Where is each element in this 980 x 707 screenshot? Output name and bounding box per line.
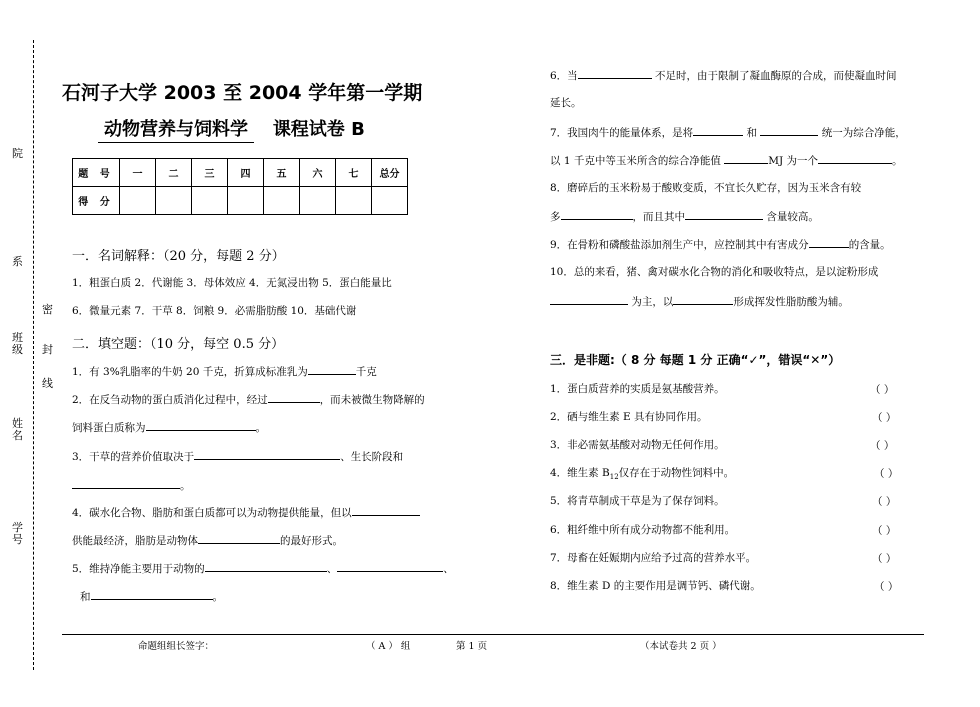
answer-blank[interactable] <box>760 125 818 136</box>
tf-answer-box[interactable]: （ ） <box>872 412 897 424</box>
score-header-cell: 三 <box>192 159 228 187</box>
section3-heading: 三．是非题:（ 8 分 每题 1 分 正确“✓”，错误“✕”） <box>550 353 841 367</box>
footer-group: （ A ） 组 <box>366 641 411 652</box>
tf-item: 8．维生素 D 的主要作用是调节钙、磷代谢。 <box>550 580 761 592</box>
binding-dashed-line <box>33 40 34 670</box>
score-cell[interactable] <box>336 187 372 215</box>
answer-blank[interactable] <box>685 209 763 220</box>
fill-q5-line1: 5．维持净能主要用于动物的 、 、 <box>72 563 454 575</box>
fill-q2-line1: 2．在反刍动物的蛋白质消化过程中，经过 ，而未被微生物降解的 <box>72 394 425 406</box>
fill-q4-line1: 4．碳水化合物、脂肪和蛋白质都可以为动物提供能量，但以 <box>72 505 420 520</box>
tf-item: 7．母畜在妊娠期内应给予过高的营养水平。 <box>550 552 757 564</box>
answer-blank[interactable] <box>268 392 320 403</box>
tf-answer-box[interactable]: （ ） <box>874 468 899 480</box>
answer-blank[interactable] <box>809 237 849 248</box>
fill-q10-line1: 10．总的来看，猪、禽对碳水化合物的消化和吸收特点，是以淀粉形成 <box>550 266 879 278</box>
class-label: 班级 <box>12 331 23 356</box>
answer-blank[interactable] <box>72 478 180 489</box>
answer-blank[interactable] <box>724 153 768 164</box>
seal-char-1: 密 <box>42 303 53 316</box>
tf-answer-box[interactable]: （ ） <box>870 384 895 396</box>
section1-heading: 一．名词解释：（20 分，每题 2 分） <box>72 249 285 264</box>
tf-answer-box[interactable]: （ ） <box>872 525 897 537</box>
course-name: 动物营养与饲料学 <box>98 115 254 143</box>
name-label: 姓名 <box>12 417 23 442</box>
score-header-cell: 一 <box>120 159 156 187</box>
fill-q2-line2: 饲料蛋白质称为 。 <box>72 422 266 434</box>
fill-q6-line1: 6．当 不足时，由于限制了凝血酶原的合成，而使凝血时间 <box>550 70 897 82</box>
fill-q8-line1: 8．磨碎后的玉米粉易于酸败变质，不宜长久贮存，因为玉米含有较 <box>550 182 862 194</box>
score-row-label: 得 分 <box>73 187 120 215</box>
score-header-cell: 题 号 <box>73 159 120 187</box>
footer-total: （本试卷共 2 页 ） <box>640 641 722 652</box>
fill-q10-line2: 为主，以 形成挥发性脂肪酸为辅。 <box>550 294 849 309</box>
score-table-score-row <box>73 187 408 215</box>
fill-q7-line2: 以 1 千克中等玉米所含的综合净能值 MJ 为一个 。 <box>550 155 903 167</box>
tf-answer-box[interactable]: （ ） <box>874 581 899 593</box>
tf-item: 3．非必需氨基酸对动物无任何作用。 <box>550 439 725 451</box>
tf-item: 2．硒与维生素 E 具有协同作用。 <box>550 411 708 423</box>
department-label: 系 <box>12 255 23 268</box>
fill-q6-line2: 延长。 <box>550 97 582 109</box>
tf-item: 1．蛋白质营养的实质是氨基酸营养。 <box>550 383 725 395</box>
section1-line1: 1．粗蛋白质 2．代谢能 3．母体效应 4．无氮浸出物 5．蛋白能量比 <box>72 277 392 289</box>
answer-blank[interactable] <box>146 420 256 431</box>
score-header-cell: 七 <box>336 159 372 187</box>
score-cell[interactable] <box>372 187 408 215</box>
student-id-label: 学号 <box>12 521 23 546</box>
section1-line2: 6．微量元素 7．干草 8．饲粮 9．必需脂肪酸 10．基础代谢 <box>72 305 357 317</box>
seal-char-2: 封 <box>42 343 53 356</box>
score-cell[interactable] <box>300 187 336 215</box>
fill-q3-line2: 。 <box>72 478 191 493</box>
answer-blank[interactable] <box>673 294 733 305</box>
score-cell[interactable] <box>228 187 264 215</box>
answer-blank[interactable] <box>352 505 420 516</box>
score-cell[interactable] <box>264 187 300 215</box>
tf-item: 6．粗纤维中所有成分动物都不能利用。 <box>550 524 736 536</box>
exam-title: 石河子大学 2003 至 2004 学年第一学期 <box>62 82 423 104</box>
answer-blank[interactable] <box>693 125 743 136</box>
score-cell[interactable] <box>120 187 156 215</box>
answer-blank[interactable] <box>194 449 340 460</box>
paper-label: 课程试卷 B <box>272 119 365 140</box>
footer-signer: 命题组组长签字： <box>138 641 215 652</box>
answer-blank[interactable] <box>198 533 280 544</box>
footer-rule <box>62 634 924 635</box>
tf-item: 4．维生素 $B_{12}$仅存在于动物性饲料中。 <box>550 467 735 482</box>
fill-q3-line1: 3．干草的营养价值取决于 、生长阶段和 <box>72 451 404 463</box>
score-header-cell: 总分 <box>372 159 408 187</box>
answer-blank[interactable] <box>550 294 628 305</box>
score-header-cell: 二 <box>156 159 192 187</box>
tf-answer-box[interactable]: （ ） <box>872 496 897 508</box>
score-header-cell: 六 <box>300 159 336 187</box>
college-label: 院 <box>12 147 23 160</box>
answer-blank[interactable] <box>578 68 652 79</box>
fill-q5-line2: 和 。 <box>80 591 223 603</box>
tf-item: 5．将青草制成干草是为了保存饲料。 <box>550 495 725 507</box>
score-table <box>72 158 408 215</box>
answer-blank[interactable] <box>337 561 443 572</box>
fill-q4-line2: 供能最经济，脂肪是动物体 的最好形式。 <box>72 535 343 547</box>
tf-answer-box[interactable]: （ ） <box>870 440 895 452</box>
fill-q7-line1: 7．我国肉牛的能量体系，是将 和 统一为综合净能， <box>550 127 906 139</box>
score-cell[interactable] <box>156 187 192 215</box>
score-header-cell: 四 <box>228 159 264 187</box>
tf-answer-box[interactable]: （ ） <box>872 553 897 565</box>
section2-heading: 二．填空题：（10 分，每空 0.5 分） <box>72 337 285 352</box>
score-header-cell: 五 <box>264 159 300 187</box>
course-title <box>98 115 365 143</box>
answer-blank[interactable] <box>561 209 633 220</box>
fill-q8-line2: 多 ，而且其中 含量较高。 <box>550 211 819 223</box>
fill-q9: 9．在骨粉和磷酸盐添加剂生产中，应控制其中有害成分 的含量。 <box>550 239 891 251</box>
fill-q1: 1．有 3%乳脂率的牛奶 20 千克，折算成标准乳为 千克 <box>72 366 377 378</box>
score-table-header-row <box>73 159 408 187</box>
answer-blank[interactable] <box>91 589 213 600</box>
answer-blank[interactable] <box>205 561 327 572</box>
footer-page: 第 1 页 <box>456 641 488 652</box>
answer-blank[interactable] <box>308 364 356 375</box>
score-cell[interactable] <box>192 187 228 215</box>
answer-blank[interactable] <box>818 153 892 164</box>
seal-char-3: 线 <box>42 377 53 390</box>
